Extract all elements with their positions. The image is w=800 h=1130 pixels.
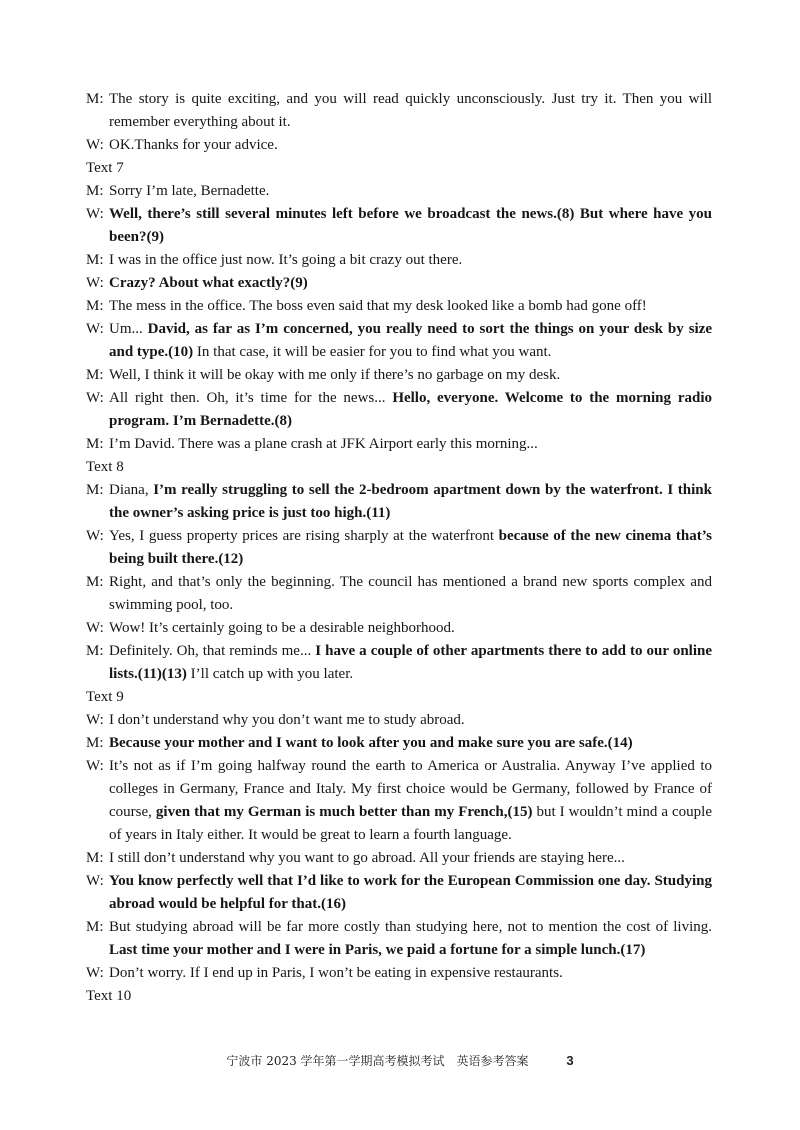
utterance-text: Yes, I guess property prices are rising sharply at the waterfront — [109, 528, 499, 544]
utterance-text: The mess in the office. The boss even said that my desk looked like a bomb had gone off! — [109, 298, 647, 314]
utterance — [109, 525, 712, 571]
speaker-label: W: — [86, 965, 104, 981]
utterance — [109, 318, 712, 364]
utterance — [109, 709, 712, 732]
utterance-text: Wow! It’s certainly going to be a desirable neighborhood. — [109, 620, 455, 636]
dialogue-line — [86, 847, 712, 870]
utterance-text: In that case, it will be easier for you to find what you want. — [193, 344, 552, 360]
utterance-text: but I wouldn’t mind a couple of years in Italy either. It would be great to learn a fourth language. — [109, 804, 713, 843]
answer-highlight: I have a couple of other apartments there to add to our online lists.(11)(13) — [109, 643, 712, 682]
utterance — [109, 433, 712, 456]
utterance-text: Right, and that’s only the beginning. The council has mentioned a brand new sports complex and swimming pool, too. — [109, 574, 712, 613]
utterance-text: Sorry I’m late, Bernadette. — [109, 183, 270, 199]
dialogue-line — [86, 387, 712, 433]
dialogue-line — [86, 134, 712, 157]
dialogue-line — [86, 203, 712, 249]
section-heading: Text 7 — [86, 160, 124, 176]
utterance-text: I’ll catch up with you later. — [186, 666, 354, 682]
utterance — [109, 962, 712, 985]
answer-highlight: Well, there’s still several minutes left before we broadcast the news.(8) But where have you been?(9) — [109, 206, 712, 245]
utterance-text: Well, I think it will be okay with me only if there’s no garbage on my desk. — [109, 367, 561, 383]
speaker-label: W: — [86, 321, 104, 337]
answer-highlight: Hello, everyone. Welcome to the morning radio program. I’m Bernadette.(8) — [109, 390, 712, 429]
utterance-text: But studying abroad will be far more costly than studying here, not to mention the cost of living. — [109, 919, 712, 935]
speaker-label: M: — [86, 183, 104, 199]
answer-highlight: Last time your mother and I were in Paris, we paid a fortune for a simple lunch.(17) — [109, 942, 646, 958]
utterance — [109, 249, 712, 272]
utterance — [109, 272, 712, 295]
utterance-text: Don’t worry. If I end up in Paris, I won’t be eating in expensive restaurants. — [109, 965, 563, 981]
dialogue-line — [86, 88, 712, 134]
utterance — [109, 732, 712, 755]
utterance-text: I don’t understand why you don’t want me to study abroad. — [109, 712, 465, 728]
footer-title: 宁波市 2023 学年第一学期高考模拟考试 英语参考答案 — [226, 1054, 529, 1068]
speaker-label: M: — [86, 252, 104, 268]
utterance — [109, 364, 712, 387]
speaker-label: M: — [86, 643, 104, 659]
speaker-label: M: — [86, 919, 104, 935]
speaker-label: M: — [86, 574, 104, 590]
dialogue-line — [86, 709, 712, 732]
dialogue-line — [86, 870, 712, 916]
answer-highlight: David, as far as I’m concerned, you really need to sort the things on your desk by size and type.(10) — [109, 321, 713, 360]
dialogue-line — [86, 318, 712, 364]
speaker-label: W: — [86, 137, 104, 153]
utterance — [109, 870, 712, 916]
dialogue-line — [86, 525, 712, 571]
answer-highlight: because of the new cinema that’s being built there.(12) — [109, 528, 712, 567]
speaker-label: W: — [86, 620, 104, 636]
utterance-text: Um... — [109, 321, 148, 337]
utterance-text: It’s not as if I’m going halfway round the earth to America or Australia. Anyway I’ve applied to colleges in Germany, France and Italy. My first choice would be Germany, followed by France of course, — [109, 758, 712, 820]
utterance-text: Definitely. Oh, that reminds me... — [109, 643, 316, 659]
utterance-text: OK.Thanks for your advice. — [109, 137, 278, 153]
answer-highlight: Because your mother and I want to look after you and make sure you are safe.(14) — [109, 735, 633, 751]
utterance-text: I still don’t understand why you want to go abroad. All your friends are staying here... — [109, 850, 625, 866]
utterance-text: All right then. Oh, it’s time for the news... — [109, 390, 393, 406]
utterance — [109, 640, 712, 686]
speaker-label: M: — [86, 850, 104, 866]
speaker-label: W: — [86, 206, 104, 222]
utterance — [109, 755, 712, 847]
section-heading: Text 8 — [86, 459, 124, 475]
dialogue-line — [86, 962, 712, 985]
dialogue-line — [86, 916, 712, 962]
speaker-label: M: — [86, 91, 104, 107]
utterance — [109, 387, 712, 433]
dialogue-line — [86, 640, 712, 686]
section-heading: Text 10 — [86, 988, 132, 1004]
dialogue-line — [86, 571, 712, 617]
dialogue-line — [86, 272, 712, 295]
speaker-label: M: — [86, 367, 104, 383]
utterance — [109, 203, 712, 249]
utterance — [109, 617, 712, 640]
utterance — [109, 88, 712, 134]
dialogue-line — [86, 295, 712, 318]
utterance — [109, 916, 712, 962]
answer-highlight: given that my German is much better than my French,(15) — [155, 804, 533, 820]
speaker-label: M: — [86, 482, 104, 498]
transcript-body — [86, 88, 712, 1008]
speaker-label: W: — [86, 712, 104, 728]
speaker-label: W: — [86, 275, 104, 291]
dialogue-line — [86, 249, 712, 272]
speaker-label: W: — [86, 528, 104, 544]
dialogue-line — [86, 732, 712, 755]
utterance — [109, 571, 712, 617]
utterance-text: I’m David. There was a plane crash at JFK Airport early this morning... — [109, 436, 538, 452]
speaker-label: M: — [86, 735, 104, 751]
utterance-text: Diana, — [109, 482, 154, 498]
dialogue-line — [86, 755, 712, 847]
speaker-label: M: — [86, 298, 104, 314]
dialogue-line — [86, 479, 712, 525]
answer-highlight: Crazy? About what exactly?(9) — [109, 275, 308, 291]
dialogue-line — [86, 364, 712, 387]
answer-highlight: I’m really struggling to sell the 2-bedroom apartment down by the waterfront. I think the owner’s asking price is just too high.(11) — [109, 482, 712, 521]
utterance — [109, 479, 712, 525]
speaker-label: W: — [86, 758, 104, 774]
dialogue-line — [86, 180, 712, 203]
speaker-label: M: — [86, 436, 104, 452]
utterance-text: I was in the office just now. It’s going a bit crazy out there. — [109, 252, 463, 268]
answer-highlight: You know perfectly well that I’d like to work for the European Commission one day. Studying abroad would be helpful for that.(16) — [109, 873, 712, 912]
speaker-label: W: — [86, 873, 104, 889]
utterance — [109, 295, 712, 318]
utterance-text: The story is quite exciting, and you will read quickly unconsciously. Just try it. Then you will remember everything about it. — [109, 91, 712, 130]
page-footer — [0, 1052, 800, 1069]
utterance — [109, 180, 712, 203]
dialogue-line — [86, 433, 712, 456]
section-heading: Text 9 — [86, 689, 124, 705]
speaker-label: W: — [86, 390, 104, 406]
dialogue-line — [86, 617, 712, 640]
page-number: 3 — [566, 1053, 574, 1068]
utterance — [109, 134, 712, 157]
utterance — [109, 847, 712, 870]
